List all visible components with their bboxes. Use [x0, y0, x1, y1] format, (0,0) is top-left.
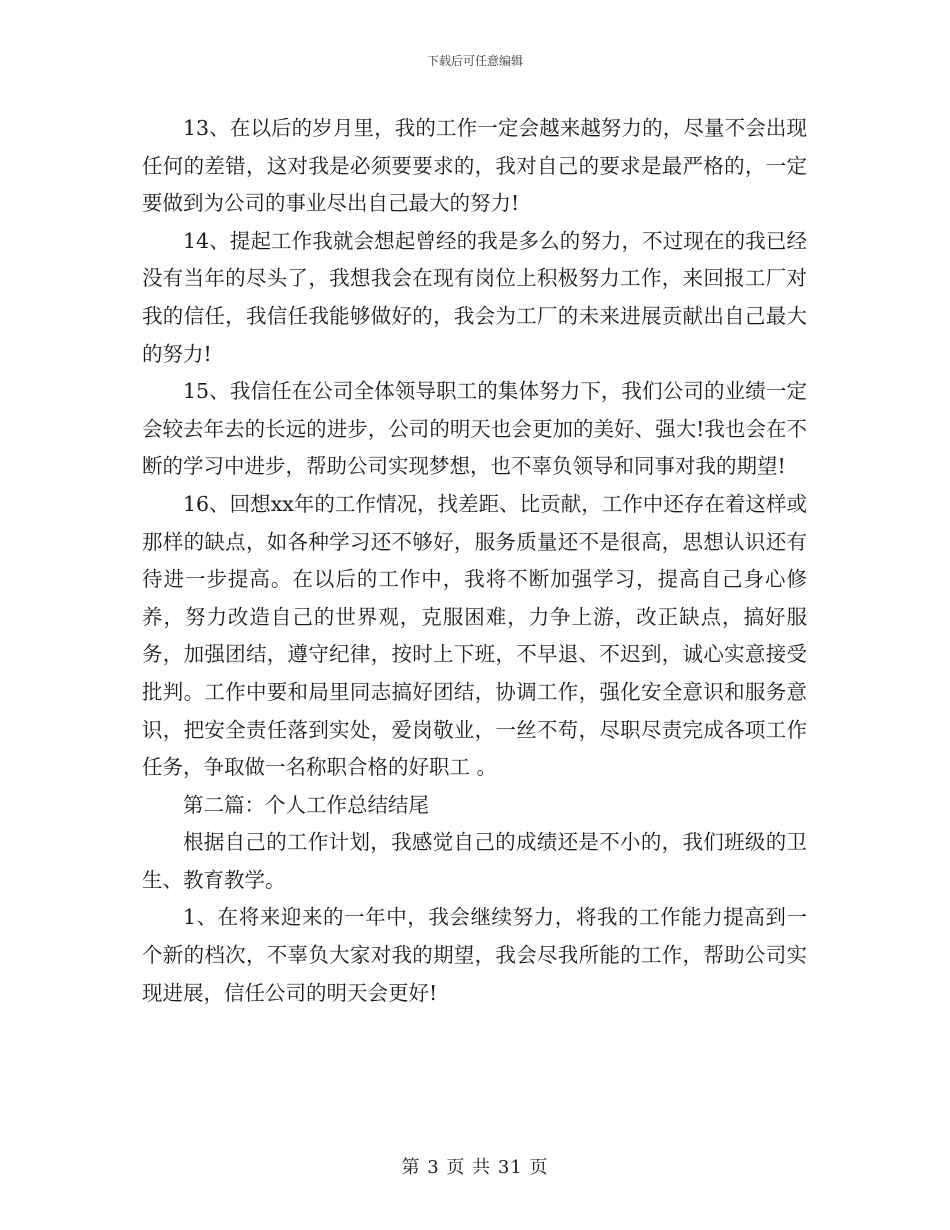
paragraph-15: 15、我信任在公司全体领导职工的集体努力下，我们公司的业绩一定会较去年去的长远的进步，公司的明天也会更加的美好、强大!我也会在不断的学习中进步，帮助公司实现梦想，也不辜负领导和同事对我的期望! [142, 379, 807, 479]
paragraph-1: 1、在将来迎来的一年中，我会继续努力，将我的工作能力提高到一个新的档次，不辜负大家对我的期望，我会尽我所能的工作，帮助公司实现进展，信任公司的明天会更好! [142, 905, 807, 1005]
page-number: 第 3 页 共 31 页 [401, 1157, 549, 1178]
paragraph-intro: 根据自己的工作计划，我感觉自己的成绩还是不小的，我们班级的卫生、教育教学。 [142, 830, 807, 892]
section-heading: 第二篇：个人工作总结结尾 [183, 792, 429, 817]
page-header: 下载后可任意编辑 [426, 54, 523, 68]
paragraph-14: 14、提起工作我就会想起曾经的我是多么的努力，不过现在的我已经没有当年的尽头了，我想我会在现有岗位上积极努力工作，来回报工厂对我的信任，我信任我能够做好的，我会为工厂的未来进展贡献出自己最大的努力! [142, 228, 807, 366]
document-body [142, 110, 807, 1012]
paragraph-13: 13、在以后的岁月里，我的工作一定会越来越努力的，尽量不会出现任何的差错，这对我是必须要要求的，我对自己的要求是最严格的，一定要做到为公司的事业尽出自己最大的努力! [142, 116, 807, 216]
paragraph-16: 16、回想xx年的工作情况，找差距、比贡献，工作中还存在着这样或那样的缺点，如各种学习还不够好，服务质量还不是很高，思想认识还有待进一步提高。在以后的工作中，我将不断加强学习，提高自己身心修养，努力改造自己的世界观，克服困难，力争上游，改正缺点，搞好服务，加强团结，遵守纪律，按时上下班，不早退、不迟到，诚心实意接受批判。工作中要和局里同志搞好团结，协调工作，强化安全意识和服务意识，把安全责任落到实处，爱岗敬业，一丝不苟，尽职尽责完成各项工作任务，争取做一名称职合格的好职工 。 [142, 491, 807, 780]
